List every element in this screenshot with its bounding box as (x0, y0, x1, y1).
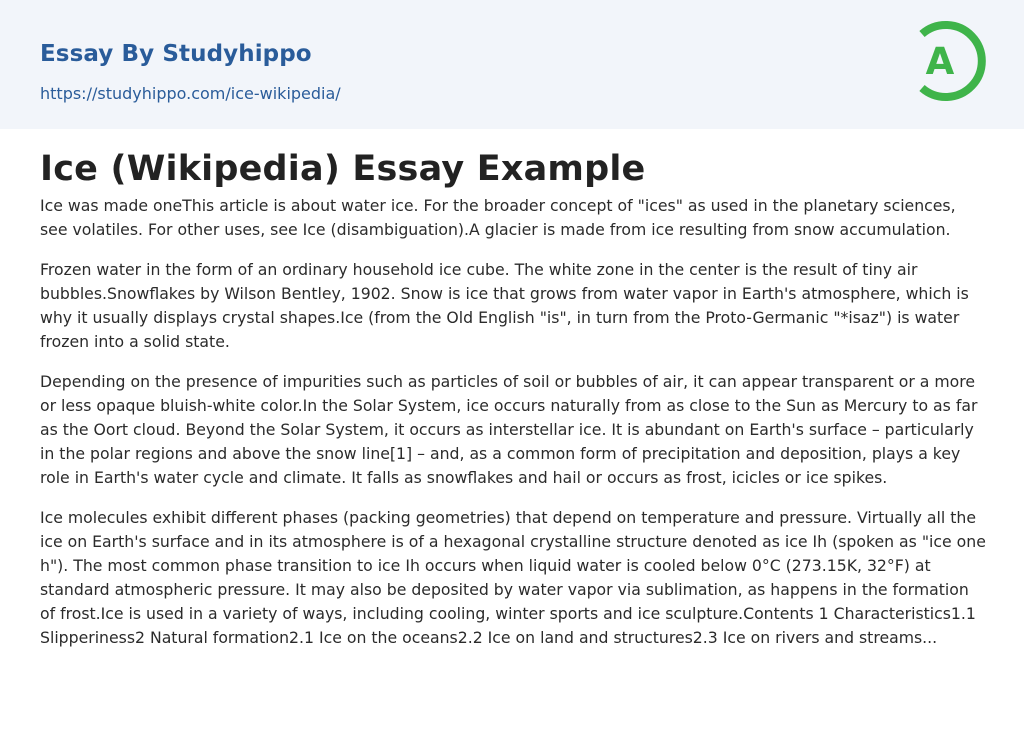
logo-letter: A (925, 40, 955, 83)
studyhippo-logo-icon[interactable] (900, 18, 986, 104)
article-paragraph-3: Depending on the presence of impurities such as particles of soil or bubbles of air, it can appear transparent or a more or less opaque bluish-white color.In the Solar System, ice occurs naturally from as close to the Sun as Mercury to as far as the Oort cloud. Beyond the Solar System, it occurs as interstellar ice. It is abundant on Earth's surface – particularly in the polar regions and above the snow line[1] – and, as a common form of precipitation and deposition, plays a key role in Earth's water cycle and climate. It falls as snowflakes and hail or occurs as frost, icicles or ice spikes. (40, 372, 978, 487)
article-content (40, 146, 988, 666)
brand-title[interactable]: Essay By Studyhippo (40, 41, 312, 67)
page-title: Ice (Wikipedia) Essay Example (40, 149, 646, 189)
article-paragraph-4: Ice molecules exhibit different phases (packing geometries) that depend on temperature and pressure. Virtually all the ice on Earth's surface and in its atmosphere is of a hexagonal crystalline structure denoted as ice Ih (spoken as "ice one h"). The most common phase transition to ice Ih occurs when liquid water is cooled below 0°C (273.15K, 32°F) at standard atmospheric pressure. It may also be deposited by water vapor via sublimation, as happens in the formation of frost.Ice is used in a variety of ways, including cooling, winter sports and ice sculpture.Contents 1 Characteristics1.1 Slipperiness2 Natural formation2.1 Ice on the oceans2.2 Ice on land and structures2.3 Ice on rivers and streams... (40, 508, 986, 647)
article-paragraph-1: Ice was made oneThis article is about water ice. For the broader concept of "ices" as used in the planetary sciences, see volatiles. For other uses, see Ice (disambiguation).A glacier is made from ice resulting from snow accumulation. (40, 196, 956, 239)
article-paragraph-2: Frozen water in the form of an ordinary household ice cube. The white zone in the center is the result of tiny air bubbles.Snowflakes by Wilson Bentley, 1902. Snow is ice that grows from water vapor in Earth's atmosphere, which is why it usually displays crystal shapes.Ice (from the Old English "is", in turn from the Proto-Germanic "*isaz") is water frozen into a solid state. (40, 260, 969, 351)
site-header (0, 0, 1024, 129)
source-url-link[interactable]: https://studyhippo.com/ice-wikipedia/ (40, 84, 341, 103)
